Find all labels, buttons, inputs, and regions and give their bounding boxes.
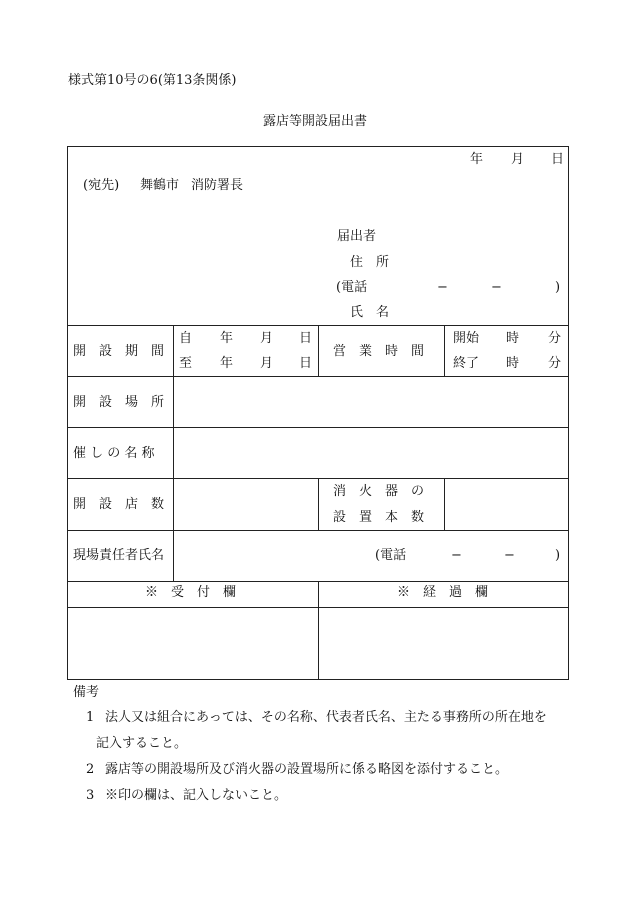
manager-phone-open: (電話: [375, 548, 407, 563]
col-divider: [318, 581, 319, 679]
col-divider: [444, 325, 445, 376]
manager-phone-close: ): [555, 548, 561, 563]
form-table: [67, 146, 569, 680]
manager-phone-dash2: −: [504, 548, 515, 563]
reception-column-header: ※ 受 付 欄: [145, 585, 237, 600]
applicant-phone-dash2: −: [491, 280, 502, 295]
row-divider: [68, 376, 568, 377]
hours-label: 営 業 時 間: [333, 344, 425, 359]
extinguisher-label-line2: 設 置 本 数: [333, 510, 425, 525]
note-text: 法人又は組合にあっては、その名称、代表者氏名、主たる事務所の所在地を: [105, 710, 547, 725]
col-divider: [173, 325, 174, 581]
stall-count-label: 開 設 店 数: [73, 497, 165, 512]
note-text-continued: 記入すること。: [96, 736, 188, 751]
period-to-prefix: 至: [179, 356, 193, 371]
col-divider: [318, 478, 319, 530]
applicant-phone-open: (電話: [336, 280, 368, 295]
period-to-day: 日: [299, 356, 313, 371]
period-from-month: 月: [260, 331, 274, 346]
note-text: 露店等の開設場所及び消火器の設置場所に係る略図を添付すること。: [105, 762, 509, 777]
note-number: 2: [86, 762, 95, 777]
hours-start-hour: 時: [506, 331, 520, 346]
date-day: 日: [551, 152, 565, 167]
applicant-label: 届出者: [337, 229, 377, 244]
hours-end-minute: 分: [548, 356, 562, 371]
note-number: 1: [86, 710, 95, 725]
row-divider: [68, 427, 568, 428]
addressee-name: 舞鶴市: [140, 178, 180, 193]
addressee-title: 消防署長: [191, 178, 244, 193]
hours-start-prefix: 開始: [453, 331, 480, 346]
applicant-name-label: 氏 名: [350, 305, 390, 320]
applicant-address-label: 住 所: [350, 255, 390, 270]
date-month: 月: [511, 152, 525, 167]
hours-end-hour: 時: [506, 356, 520, 371]
event-name-label: 催 し の 名 称: [73, 446, 155, 461]
extinguisher-label-line1: 消 火 器 の: [333, 484, 425, 499]
row-divider: [68, 530, 568, 531]
period-from-day: 日: [299, 331, 313, 346]
note-number: 3: [86, 788, 95, 803]
period-to-month: 月: [260, 356, 274, 371]
addressee-prefix: (宛先): [83, 178, 120, 193]
period-from-year: 年: [220, 331, 234, 346]
applicant-phone-dash1: −: [437, 280, 448, 295]
notes-heading: 備考: [73, 685, 100, 700]
document-title: 露店等開設届出書: [262, 114, 367, 129]
period-to-year: 年: [220, 356, 234, 371]
manager-phone-dash1: −: [451, 548, 462, 563]
hours-end-prefix: 終了: [453, 356, 480, 371]
applicant-phone-close: ): [555, 280, 561, 295]
manager-label: 現場責任者氏名: [73, 548, 165, 563]
period-label: 開 設 期 間: [73, 344, 165, 359]
date-year: 年: [470, 152, 484, 167]
progress-column-header: ※ 経 過 欄: [397, 585, 489, 600]
col-divider: [318, 325, 319, 376]
col-divider: [444, 478, 445, 530]
location-label: 開 設 場 所: [73, 395, 165, 410]
period-from-prefix: 自: [179, 331, 193, 346]
note-text: ※印の欄は、記入しないこと。: [105, 788, 288, 803]
hours-start-minute: 分: [548, 331, 562, 346]
form-number: 様式第10号の6(第13条関係): [68, 73, 237, 88]
